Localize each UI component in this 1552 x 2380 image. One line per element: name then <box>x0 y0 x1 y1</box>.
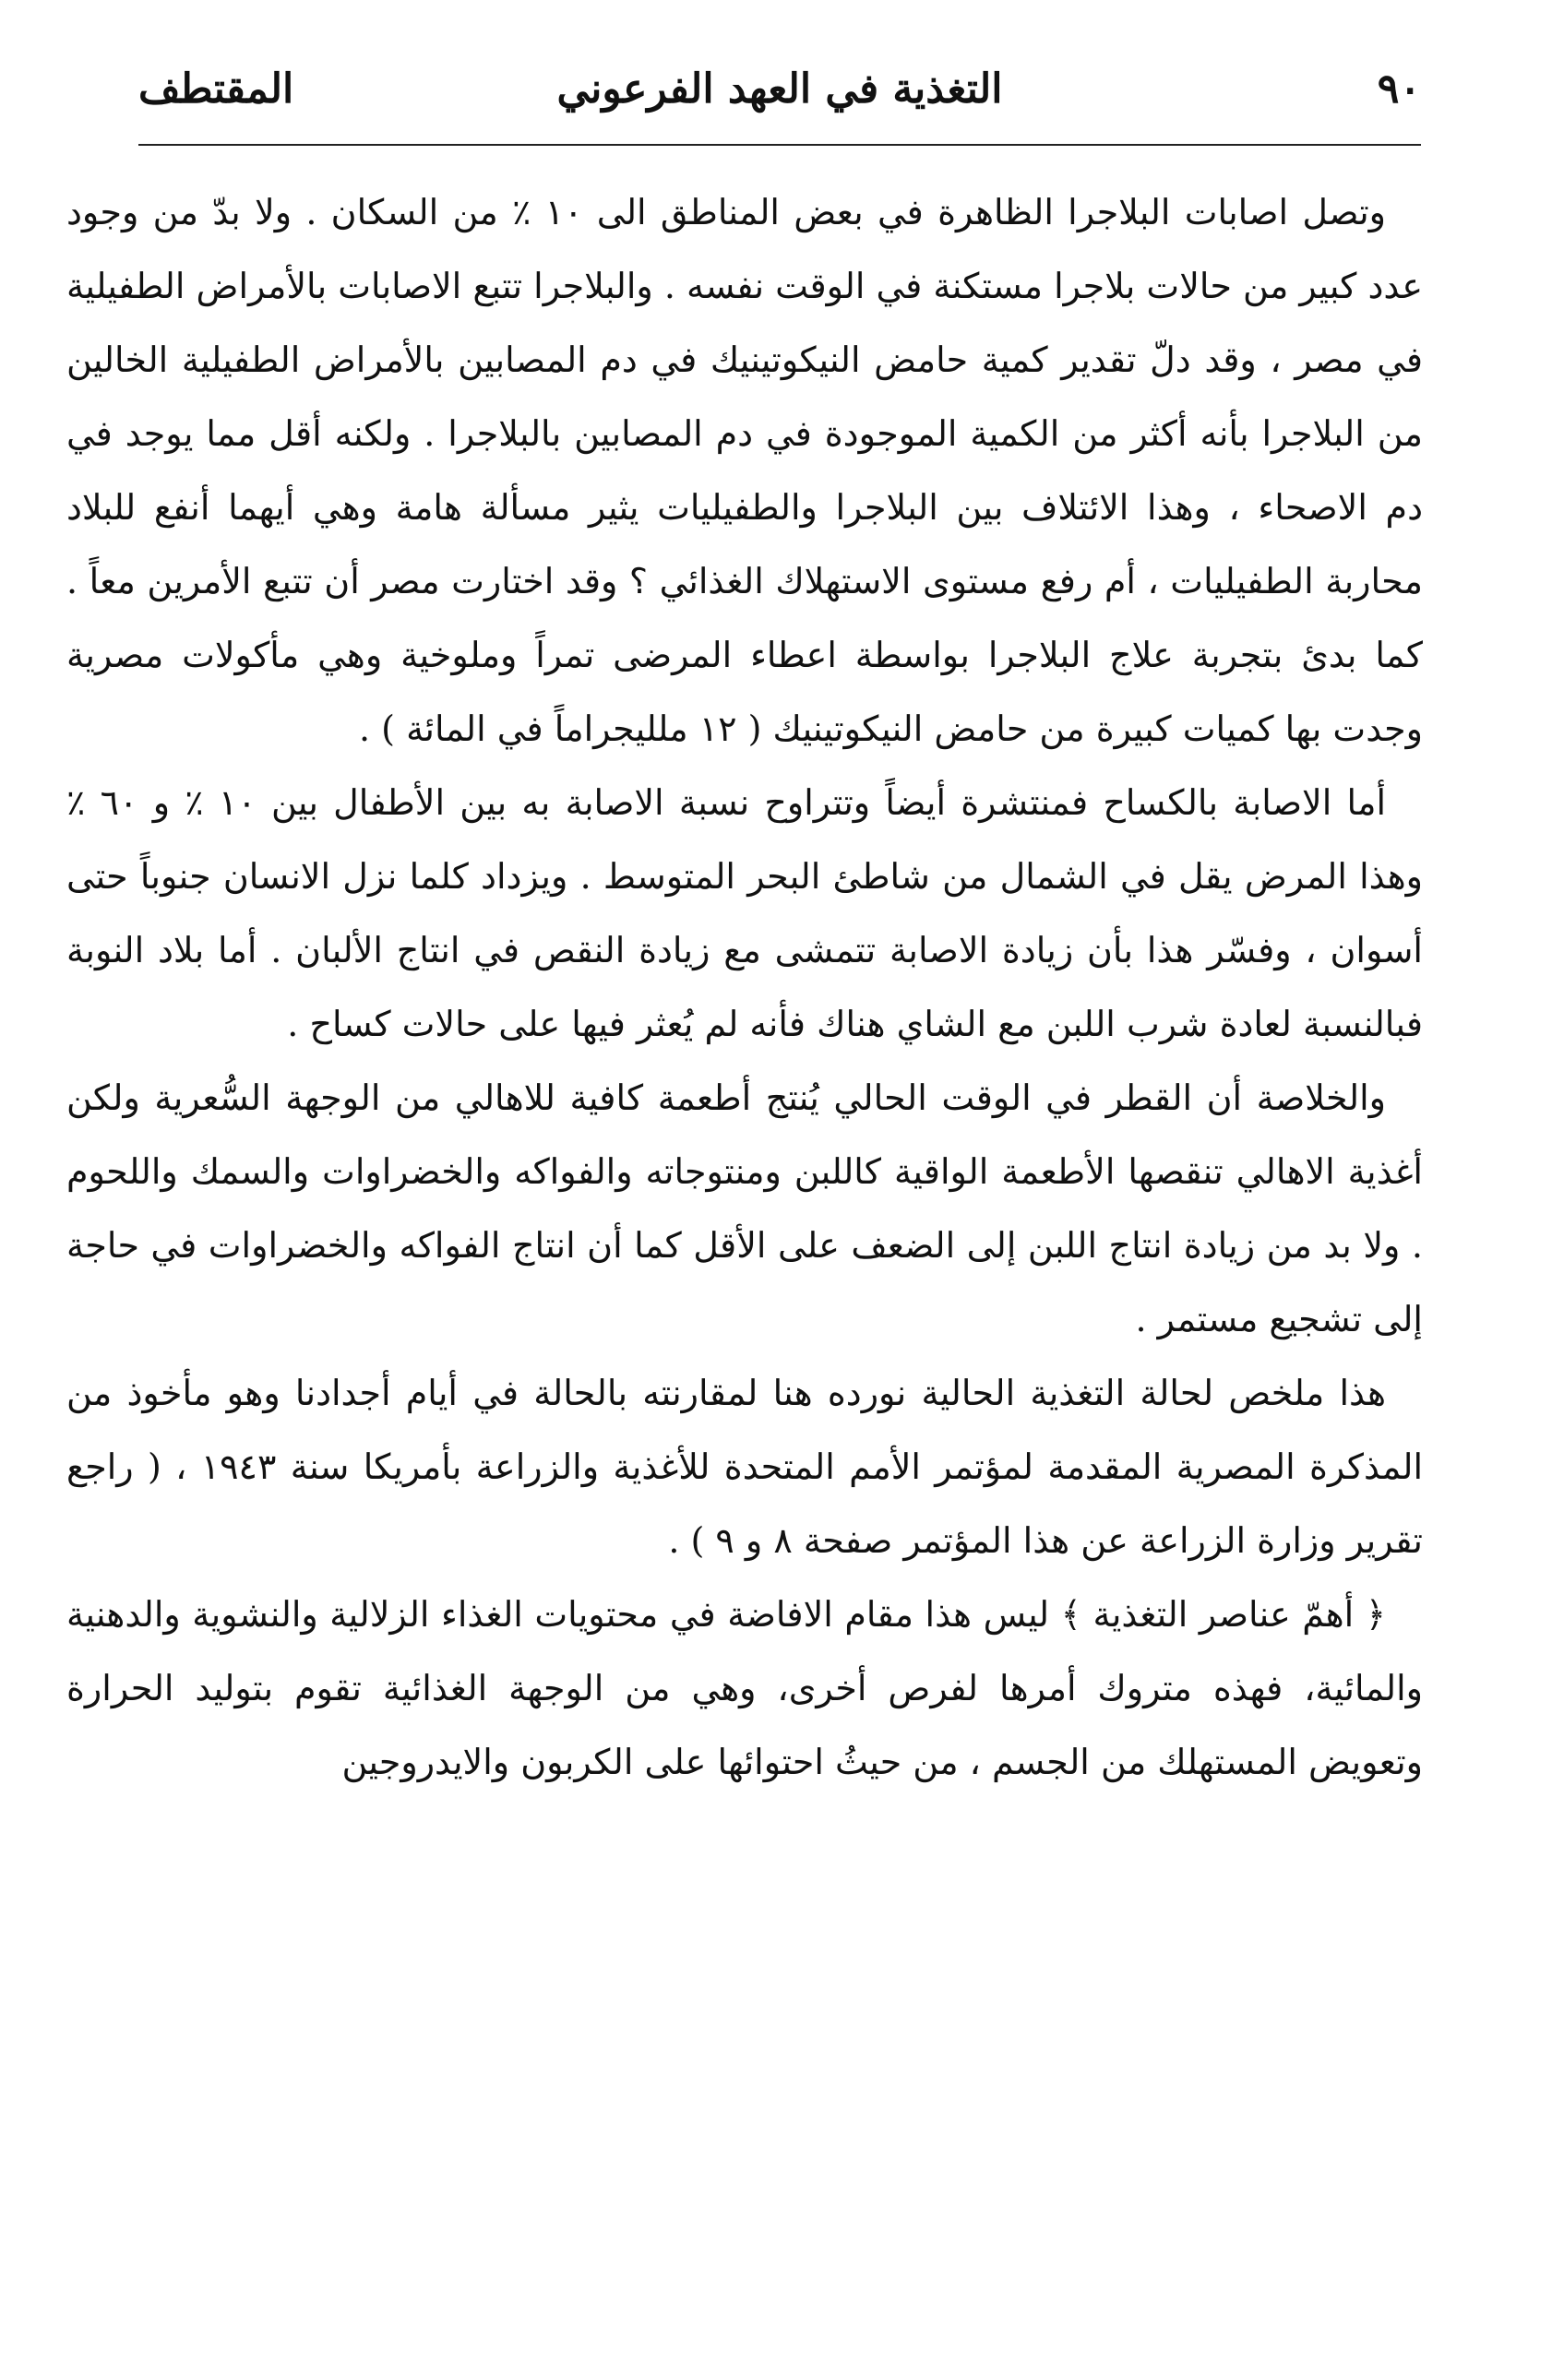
paragraph-nutrition-elements: ﴿ أهمّ عناصر التغذية ﴾ ليس هذا مقام الافاضة في محتويات الغذاء الزلالية والنشوية والدهنية والمائية، فهذه متروك أمرها لفرص أخرى، وهي من الوجهة الغذائية تقوم بتوليد الحرارة وتعويض المستهلك من الجسم ، من حيثُ احتوائها على الكربون والايدروجين <box>66 1594 1423 1782</box>
paragraph-pellagra: وتصل اصابات البلاجرا الظاهرة في بعض المناطق الى ١٠ ٪ من السكان . ولا بدّ من وجود عدد كبير من حالات بلاجرا مستكنة في الوقت نفسه . والبلاجرا تتبع الاصابات بالأمراض الطفيلية في مصر ، وقد دلّ تقدير كمية حامض النيكوتينيك في دم المصابين بالأمراض الطفيلية الخالين من البلاجرا بأنه أكثر من الكمية الموجودة في دم المصابين بالبلاجرا . ولكنه أقل مما يوجد في دم الاصحاء ، وهذا الائتلاف بين البلاجرا والطفيليات يثير مسألة هامة وهي أيهما أنفع للبلاد محاربة الطفيليات ، أم رفع مستوى الاستهلاك الغذائي ؟ وقد اختارت مصر أن تتبع الأمرين معاً . كما بدئ بتجربة علاج البلاجرا بواسطة اعطاء المرضى تمراً وملوخية وهي مأكولات مصرية وجدت بها كميات كبيرة من حامض النيكوتينيك ( ١٢ ملليجراماً في المائة ) . <box>66 192 1423 749</box>
running-title: التغذية في العهد الفرعوني <box>556 65 1003 113</box>
page-header <box>138 48 1421 131</box>
paragraph-summary: والخلاصة أن القطر في الوقت الحالي يُنتج أطعمة كافية للاهالي من الوجهة السُّعرية ولكن أغذية الاهالي تنقصها الأطعمة الواقية كاللبن ومنتوجاته والفواكه والخضراوات والسمك واللحوم . ولا بد من زيادة انتاج اللبن إلى الضعف على الأقل كما أن انتاج الفواكه والخضراوات في حاجة إلى تشجيع مستمر . <box>66 1077 1423 1339</box>
page-number: ٩٠ <box>1377 65 1421 113</box>
header-rule <box>138 144 1421 146</box>
body-text <box>66 175 1423 1799</box>
journal-name: المقتطف <box>138 65 294 113</box>
paragraph-source: هذا ملخص لحالة التغذية الحالية نورده هنا لمقارنته بالحالة في أيام أجدادنا وهو مأخوذ من المذكرة المصرية المقدمة لمؤتمر الأمم المتحدة للأغذية والزراعة بأمريكا سنة ١٩٤٣ ، ( راجع تقرير وزارة الزراعة عن هذا المؤتمر صفحة ٨ و ٩ ) . <box>66 1373 1423 1561</box>
paragraph-rickets: أما الاصابة بالكساح فمنتشرة أيضاً وتتراوح نسبة الاصابة به بين الأطفال بين ١٠ ٪ و ٦٠ ٪ وهذا المرض يقل في الشمال من شاطئ البحر المتوسط . ويزداد كلما نزل الانسان جنوباً حتى أسوان ، وفسّر هذا بأن زيادة الاصابة تتمشى مع زيادة النقص في انتاج الألبان . أما بلاد النوبة فبالنسبة لعادة شرب اللبن مع الشاي هناك فأنه لم يُعثر فيها على حالات كساح . <box>66 782 1423 1044</box>
